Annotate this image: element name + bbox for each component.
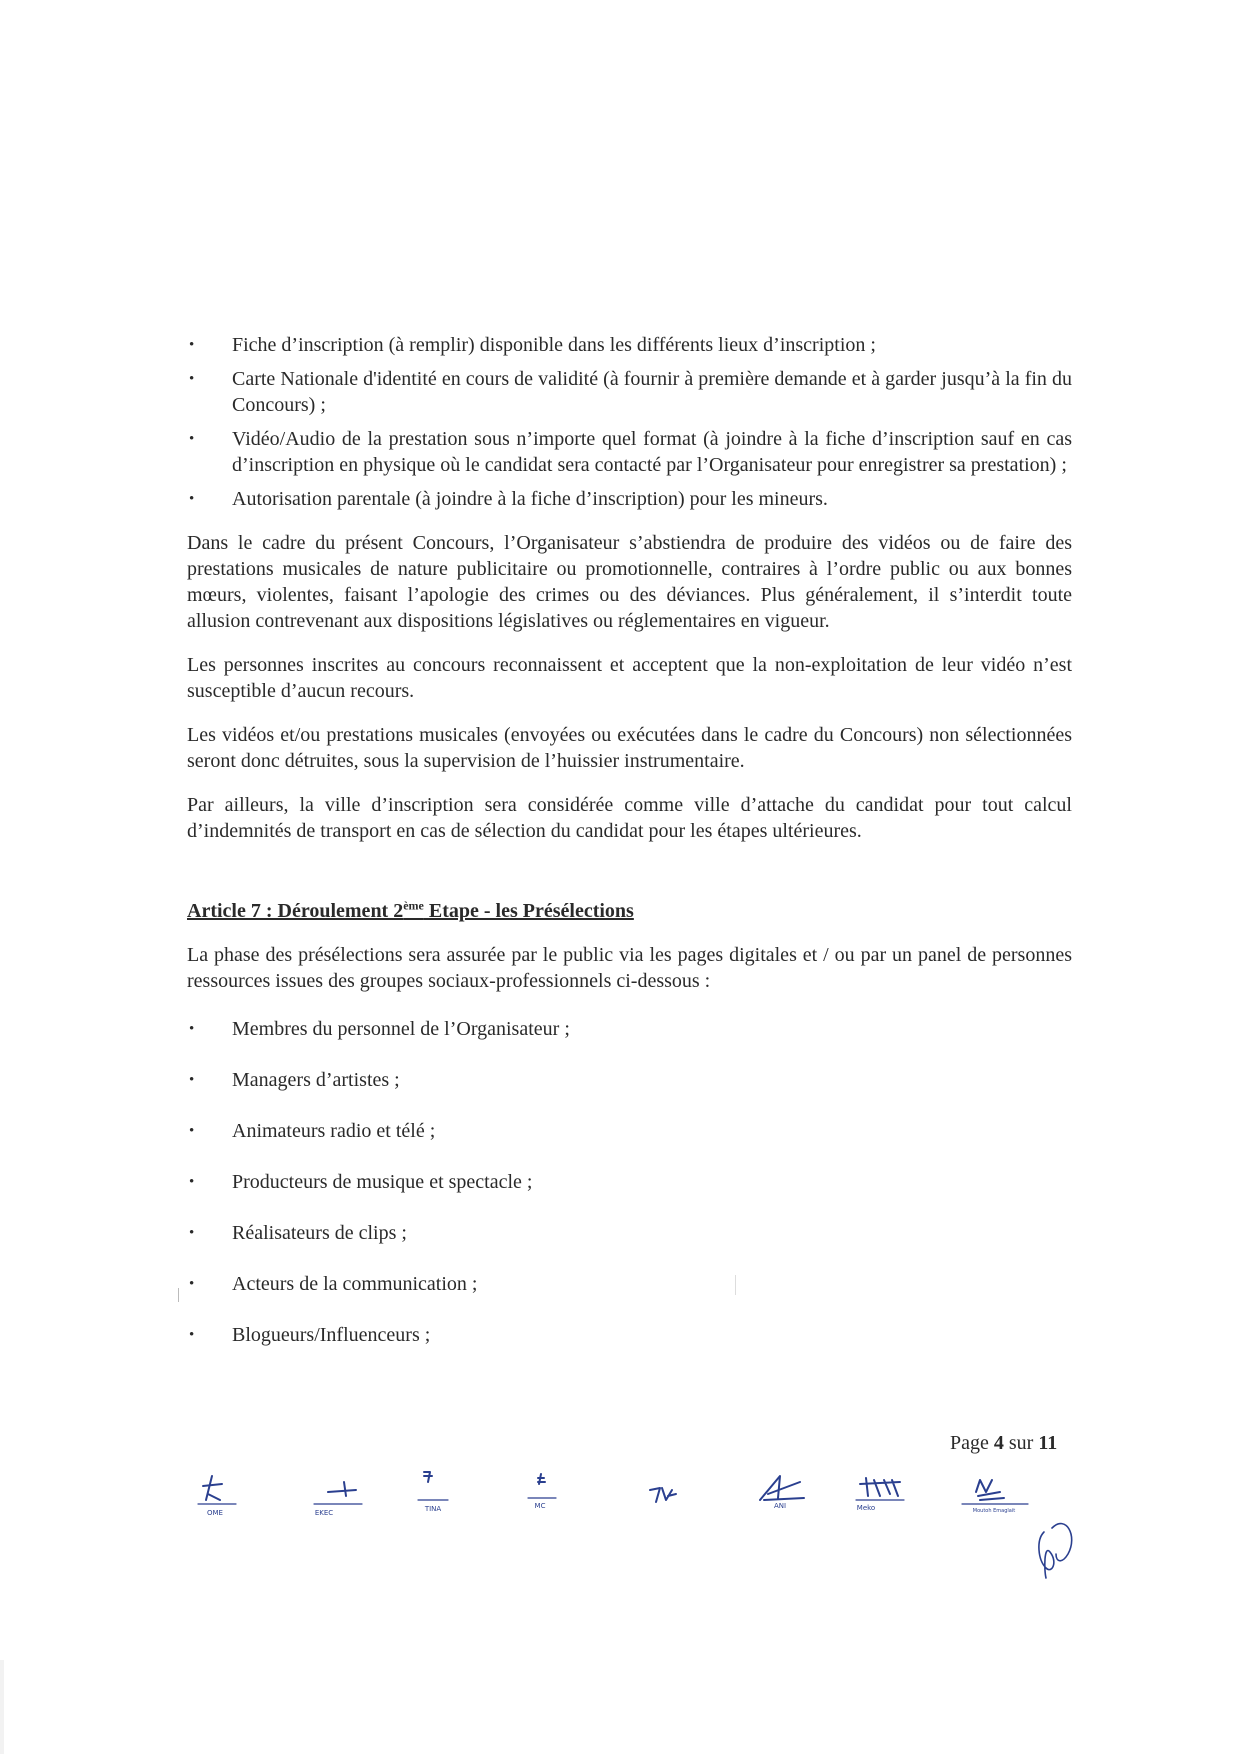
panel-members-list bbox=[187, 1016, 1072, 1348]
initials-signature bbox=[418, 1472, 448, 1500]
page-number bbox=[950, 1430, 1057, 1456]
initials-row bbox=[0, 1470, 1241, 1600]
initials-caption: EKEC bbox=[314, 1509, 334, 1517]
list-item: • Acteurs de la communication ; bbox=[187, 1271, 1072, 1297]
initials-signature bbox=[856, 1478, 904, 1500]
list-item: • Animateurs radio et télé ; bbox=[187, 1118, 1072, 1144]
page-total: 11 bbox=[1038, 1432, 1058, 1454]
page-content bbox=[187, 332, 1072, 1373]
initials-caption: MC bbox=[534, 1502, 546, 1510]
paragraph: Les personnes inscrites au concours reconnaissent et acceptent que la non-exploitation de leur vidéo n’est susceptible d’aucun recours. bbox=[187, 654, 1072, 702]
initials-signature bbox=[760, 1476, 804, 1500]
page-word: Page bbox=[950, 1432, 989, 1454]
list-item: • Fiche d’inscription (à remplir) disponible dans les différents lieux d’inscription ; bbox=[187, 332, 1072, 358]
article-heading-text: Article 7 : Déroulement 2 bbox=[187, 900, 404, 922]
scan-artifact bbox=[178, 1288, 179, 1302]
list-item: • Producteurs de musique et spectacle ; bbox=[187, 1169, 1072, 1195]
required-documents-list bbox=[187, 332, 1072, 512]
initials-signature bbox=[198, 1476, 236, 1504]
initials-caption: Moutoh Emaglait bbox=[972, 1508, 1016, 1514]
initials-signature bbox=[528, 1474, 556, 1498]
paragraph: Dans le cadre du présent Concours, l’Organisateur s’abstiendra de produire des vidéos ou de faire des prestations musicales de nature publicitaire ou promotionnelle, contraires à l’ordre public ou aux bonnes mœurs, violentes, faisant l’apologie des crimes ou des déviances. Plus généralement, il s’interdit toute allusion contrevenant aux dispositions législatives ou réglementaires en vigueur. bbox=[187, 532, 1072, 632]
article-heading bbox=[187, 898, 1072, 924]
article-heading-text-end: Etape - les Présélections bbox=[423, 900, 634, 922]
initials-caption: TINA bbox=[424, 1505, 442, 1513]
page-current: 4 bbox=[993, 1432, 1004, 1454]
paragraph: Les vidéos et/ou prestations musicales (envoyées ou exécutées dans le cadre du Concours) non sélectionnées seront donc détruites, sous la supervision de l’huissier instrumentaire. bbox=[187, 724, 1072, 772]
article-intro: La phase des présélections sera assurée par le public via les pages digitales et / ou par un panel de personnes ressources issues des groupes sociaux-professionnels ci-dessous : bbox=[187, 944, 1072, 992]
initials-caption: Meko bbox=[856, 1504, 876, 1512]
cursive-initials-signature bbox=[1039, 1524, 1072, 1578]
list-item: • Autorisation parentale (à joindre à la fiche d’inscription) pour les mineurs. bbox=[187, 486, 1072, 512]
list-item: • Membres du personnel de l’Organisateur ; bbox=[187, 1016, 1072, 1042]
list-item: • Vidéo/Audio de la prestation sous n’importe quel format (à joindre à la fiche d’inscription sauf en cas d’inscription en physique où le candidat sera contacté par l’Organisateur pour enregistrer sa prestation) ; bbox=[187, 426, 1072, 478]
initials-signature bbox=[650, 1488, 676, 1502]
scan-edge bbox=[0, 1660, 4, 1754]
initials-signature bbox=[962, 1480, 1028, 1504]
paragraph: Par ailleurs, la ville d’inscription sera considérée comme ville d’attache du candidat pour tout calcul d’indemnités de transport en cas de sélection du candidat pour les étapes ultérieures. bbox=[187, 794, 1072, 842]
article-heading-superscript: ème bbox=[403, 898, 424, 913]
scan-artifact bbox=[735, 1275, 736, 1295]
list-item: • Blogueurs/Influenceurs ; bbox=[187, 1322, 1072, 1348]
page-of: sur bbox=[1008, 1432, 1034, 1454]
list-item: • Managers d’artistes ; bbox=[187, 1067, 1072, 1093]
list-item: • Réalisateurs de clips ; bbox=[187, 1220, 1072, 1246]
initials-caption: OME bbox=[207, 1509, 223, 1517]
list-item: • Carte Nationale d'identité en cours de validité (à fournir à première demande et à garder jusqu’à la fin du Concours) ; bbox=[187, 366, 1072, 418]
initials-caption: ANI bbox=[773, 1502, 787, 1510]
initials-signature bbox=[314, 1482, 362, 1504]
